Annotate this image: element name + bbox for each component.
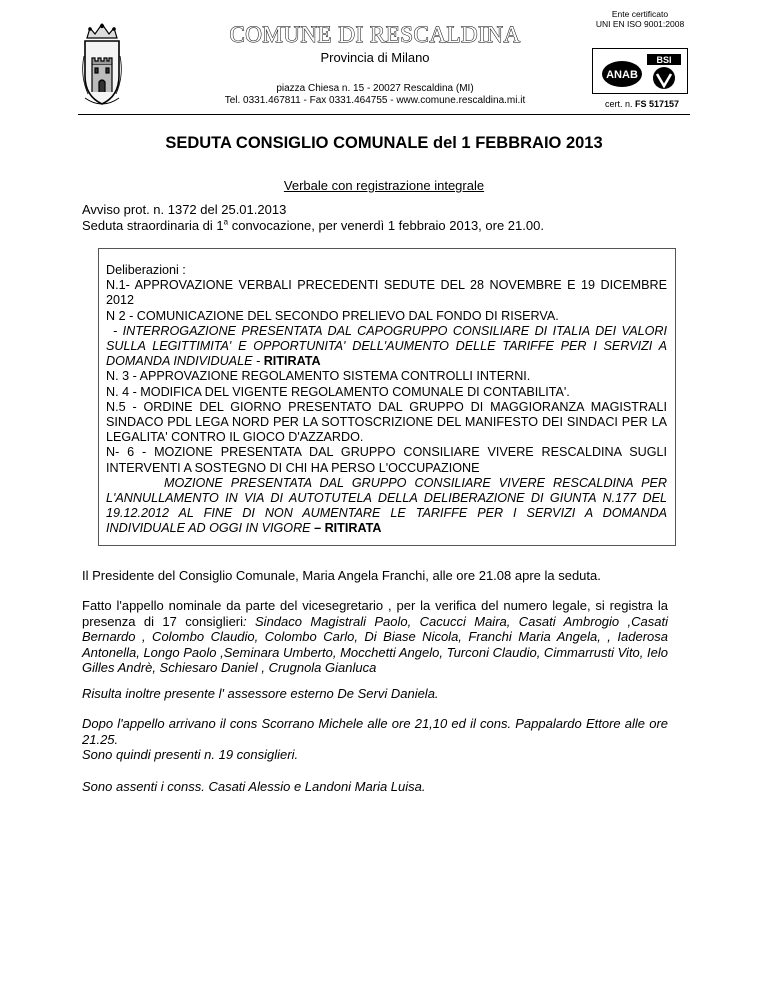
bsi-logo-text: BSI (656, 55, 672, 65)
document-title: SEDUTA CONSIGLIO COMUNALE del 1 FEBBRAIO 2013 (165, 134, 603, 152)
session-notice (82, 202, 544, 234)
opening-paragraph (82, 568, 668, 584)
contacts-line: Tel. 0331.467811 - Fax 0331.464755 - www.comune.rescaldina.mi.it (224, 95, 526, 106)
deliberation-item-6b-text: MOZIONE PRESENTATA DAL GRUPPO CONSILIARE VIVERE RESCALDINA PER L'ANNULLAMENTO IN VIA DI AUTOTUTELA DELLA DELIBERAZIONE DI GIUNTA N.177 DEL 19.12.2012 AL FINE DI NON AUMENTARE LE TARIFFE PER I SERVIZI A DOMANDA INDIVIDUALE AD OGGI IN VIGORE (106, 475, 667, 536)
municipal-crest-logo (78, 16, 126, 112)
session-text-pre: Seduta straordinaria di 1 (82, 218, 224, 233)
rollcall-intro: Fatto l'appello nominale da parte del vicesegretario , per la verifica del numero legale, si registra la presenza di 17 consiglieri (82, 598, 668, 629)
province-name: Provincia di Milano (320, 50, 430, 65)
certification-logos (592, 48, 688, 94)
rollcall-text (82, 598, 668, 676)
withdrawn-badge: – RITIRATA (310, 521, 382, 536)
deliberations-box (98, 248, 676, 546)
header-divider (78, 114, 690, 115)
anab-logo-text: ANAB (606, 69, 638, 81)
certification-label-line-1: Ente certificato (611, 9, 669, 19)
deliberation-item-6b (106, 476, 667, 537)
rollcall-names: : Sindaco Magistrali Paolo, Cacucci Maira, Casati Ambrogio ,Casati Bernardo , Colombo Claudio, Colombo Carlo, Di Biase Nicola, Franchi Maria Angela, , Iaderosa Antonella, Longo Paolo ,Seminara Umberto, Mocchetti Angelo, Turconi Claudio, Cimmarrusti Vito, Ielo Gilles Andrè, Schiesaro Daniel , Crugnola Gianluca (82, 613, 668, 675)
late-arrivals-text: Dopo l'appello arrivano il cons Scorrano Michele alle ore 21,10 ed il cons. Pappalardo Ettore alle ore 21.25. (82, 716, 668, 747)
opening-text: Il Presidente del Consiglio Comunale, Maria Angela Franchi, alle ore 21.08 apre la seduta. (82, 568, 601, 583)
rollcall-paragraph (82, 598, 668, 676)
deliberation-item-3: N. 3 - APPROVAZIONE REGOLAMENTO SISTEMA CONTROLLI INTERNI. (106, 369, 531, 384)
deliberation-item-5: N.5 - ORDINE DEL GIORNO PRESENTATO DAL GRUPPO DI MAGGIORANZA MAGISTRALI SINDACO PDL LEGA NORD PER LA SOTTOSCRIZIONE DEL MANIFESTO DEI SINDACI PER LA LEGALITA' CONTRO IL GIOCO D'AZZARDO. (106, 399, 667, 445)
notice-protocol: Avviso prot. n. 1372 del 25.01.2013 (82, 202, 287, 217)
cert-number-value: FS 517157 (634, 99, 680, 109)
absent-paragraph (82, 779, 668, 795)
total-present-text: Sono quindi presenti n. 19 consiglieri. (82, 747, 299, 762)
cert-number-prefix: cert. n. (604, 99, 633, 109)
absent-text: Sono assenti i conss. Casati Alessio e Landoni Maria Luisa. (82, 779, 426, 794)
session-ordinal: a (223, 217, 229, 227)
deliberation-item-2: N 2 - COMUNICAZIONE DEL SECONDO PRELIEVO DAL FONDO DI RISERVA. (106, 308, 559, 323)
external-assessor-text: Risulta inoltre presente l' assessore esterno De Servi Daniela. (82, 686, 439, 701)
session-text-post: convocazione, per venerdì 1 febbraio 2013, ore 21.00. (228, 218, 544, 233)
deliberation-item-6: N- 6 - MOZIONE PRESENTATA DAL GRUPPO CONSILIARE VIVERE RESCALDINA SUGLI INTERVENTI A SOSTEGNO DI CHI HA PERSO L'OCCUPAZIONE (106, 445, 667, 475)
address-line: piazza Chiesa n. 15 - 20027 Rescaldina (MI) (276, 83, 474, 94)
certificate-number (590, 99, 694, 109)
document-subtitle: Verbale con registrazione integrale (283, 178, 485, 193)
late-arrivals-paragraph (82, 716, 668, 763)
withdrawn-badge: RITIRATA (263, 354, 321, 369)
deliberation-item-2b (106, 324, 667, 370)
deliberation-item-2b-text: - INTERROGAZIONE PRESENTATA DAL CAPOGRUPPO CONSILIARE DI ITALIA DEI VALORI SULLA LEGITTIMITA' E OPPORTUNITA' DELL'AUMENTO DELLE TARIFFE PER I SERVIZI A DOMANDA INDIVIDUALE - (106, 323, 667, 369)
municipality-address (180, 83, 570, 107)
deliberation-item-1: N.1- APPROVAZIONE VERBALI PRECEDENTI SEDUTE DEL 28 NOVEMBRE E 19 DICEMBRE 2012 (106, 278, 667, 308)
municipality-name: COMUNE DI RESCALDINA (229, 22, 521, 47)
deliberation-item-4: N. 4 - MODIFICA DEL VIGENTE REGOLAMENTO COMUNALE DI CONTABILITA'. (106, 384, 570, 399)
certification-label-line-2: UNI EN ISO 9001:2008 (595, 19, 685, 29)
certification-label (590, 9, 690, 29)
session-convocation (82, 218, 544, 234)
deliberations-heading: Deliberazioni : (106, 263, 186, 277)
external-assessor-paragraph (82, 686, 668, 702)
